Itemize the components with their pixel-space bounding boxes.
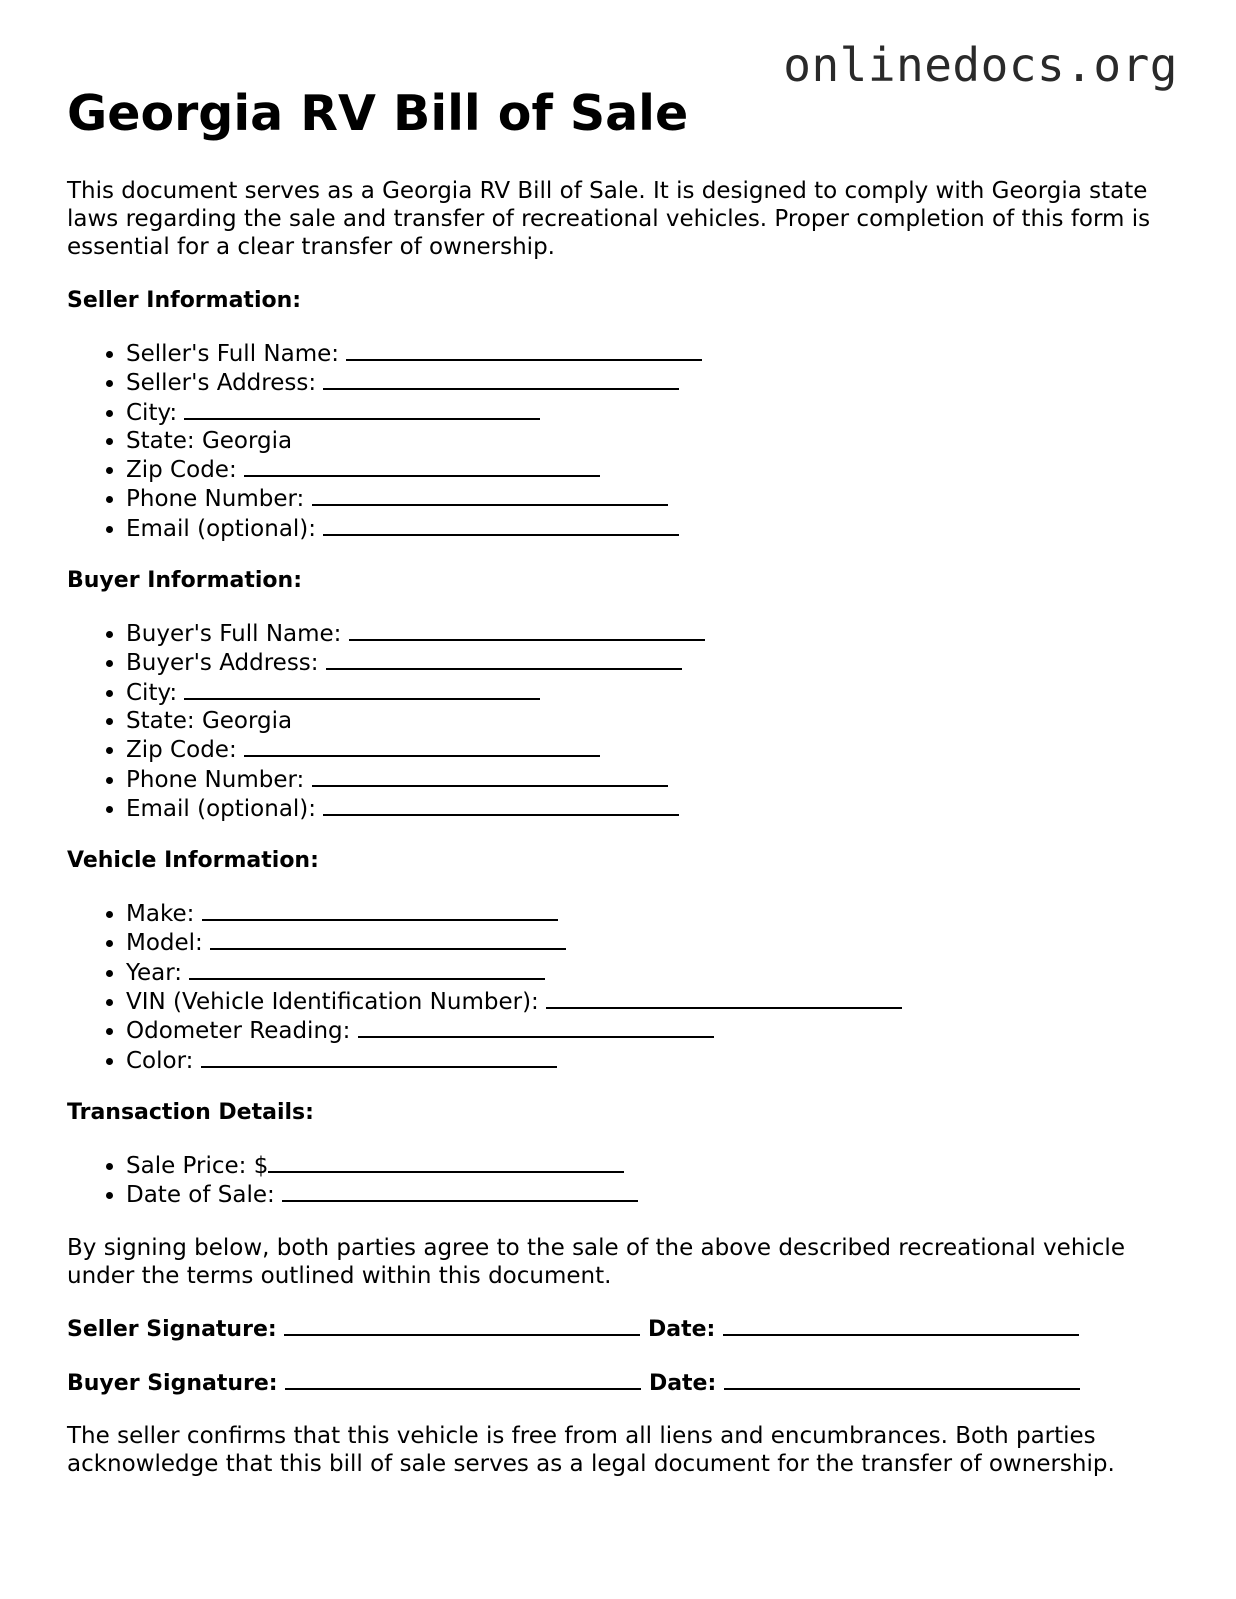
intro-paragraph: This document serves as a Georgia RV Bill of Sale. It is designed to comply with Georgia state laws regarding the sale and transfer of recreational vehicles. Proper completion of this form is essential for a clear transfer of ownership. [67, 178, 1151, 260]
buyer-date-label: Date: [648, 1370, 717, 1396]
sale-price-label: Sale Price: $ [126, 1152, 269, 1179]
vehicle-model-field[interactable] [210, 928, 566, 950]
buyer-phone-label: Phone Number: [126, 766, 305, 793]
seller-email-field[interactable] [323, 514, 679, 536]
list-item [126, 987, 1177, 1016]
buyer-email-label: Email (optional): [126, 795, 317, 822]
date-of-sale-label: Date of Sale: [126, 1182, 275, 1209]
seller-zip-field[interactable] [244, 455, 600, 477]
list-item [126, 765, 1177, 794]
list-item [126, 928, 1177, 957]
list-item [126, 368, 1177, 397]
seller-phone-label: Phone Number: [126, 486, 305, 513]
vehicle-make-label: Make: [126, 901, 195, 928]
seller-full-name-label: Seller's Full Name: [126, 341, 339, 367]
seller-signature-field[interactable] [284, 1314, 640, 1336]
buyer-phone-field[interactable] [312, 765, 668, 787]
vehicle-vin-label: VIN (Vehicle Identification Number): [126, 989, 539, 1016]
date-of-sale-field[interactable] [282, 1180, 638, 1202]
buyer-section-heading: Buyer Information: [67, 568, 302, 594]
seller-fields-list [67, 339, 1177, 543]
vehicle-year-field[interactable] [189, 958, 545, 980]
buyer-email-field[interactable] [323, 794, 679, 816]
buyer-city-field[interactable] [184, 678, 540, 700]
list-item [126, 678, 1177, 707]
list-item [126, 427, 1177, 455]
buyer-fields-list [67, 619, 1177, 823]
seller-city-field[interactable] [184, 398, 540, 420]
list-item [126, 899, 1177, 928]
list-item [126, 735, 1177, 764]
page-title: Georgia RV Bill of Sale [67, 85, 689, 142]
vehicle-year-label: Year: [126, 959, 183, 986]
seller-email-label: Email (optional): [126, 515, 317, 542]
list-item [126, 648, 1177, 677]
vehicle-section-heading: Vehicle Information: [67, 848, 319, 874]
list-item [126, 398, 1177, 427]
vehicle-make-field[interactable] [202, 899, 558, 921]
list-item [126, 514, 1177, 543]
seller-city-label: City: [126, 399, 178, 426]
seller-address-field[interactable] [323, 368, 679, 390]
buyer-signature-field[interactable] [285, 1368, 641, 1390]
seller-full-name-field[interactable] [346, 339, 702, 361]
seller-signature-row [67, 1314, 1177, 1344]
list-item [126, 794, 1177, 823]
vehicle-color-field[interactable] [201, 1046, 557, 1068]
buyer-signature-row [67, 1368, 1177, 1398]
closing-paragraph: The seller confirms that this vehicle is free from all liens and encumbrances. Both parties acknowledge that this bill of sale serves as a legal document for the transfer of ownership. [67, 1422, 1115, 1477]
vehicle-color-label: Color: [126, 1047, 194, 1074]
seller-phone-field[interactable] [312, 484, 668, 506]
vehicle-odometer-field[interactable] [358, 1016, 714, 1038]
list-item [126, 958, 1177, 987]
seller-signature-label: Seller Signature: [67, 1316, 277, 1342]
buyer-full-name-field[interactable] [349, 619, 705, 641]
buyer-zip-field[interactable] [244, 735, 600, 757]
buyer-city-label: City: [126, 679, 178, 706]
transaction-section-heading: Transaction Details: [67, 1099, 314, 1125]
seller-zip-label: Zip Code: [126, 457, 237, 484]
list-item [126, 1046, 1177, 1075]
list-item [126, 619, 1177, 648]
list-item [126, 455, 1177, 484]
watermark-text: onlinedocs.org [783, 38, 1178, 92]
buyer-zip-label: Zip Code: [126, 737, 237, 764]
list-item [126, 707, 1177, 735]
agreement-paragraph: By signing below, both parties agree to the sale of the above described recreational vehicle under the terms outlined within this document. [67, 1234, 1125, 1289]
list-item [126, 339, 1177, 368]
vehicle-odometer-label: Odometer Reading: [126, 1018, 351, 1045]
vehicle-model-label: Model: [126, 930, 203, 957]
list-item [126, 484, 1177, 513]
list-item [126, 1016, 1177, 1045]
vehicle-vin-field[interactable] [546, 987, 902, 1009]
transaction-fields-list [67, 1151, 1177, 1210]
buyer-address-label: Buyer's Address: [126, 650, 319, 677]
sale-price-field[interactable] [268, 1151, 624, 1173]
buyer-state-label: State: Georgia [126, 707, 293, 734]
buyer-date-field[interactable] [724, 1368, 1080, 1390]
list-item [126, 1151, 1177, 1180]
seller-date-label: Date: [648, 1316, 716, 1342]
list-item [126, 1180, 1177, 1209]
seller-date-field[interactable] [723, 1314, 1079, 1336]
seller-section-heading: Seller Information: [67, 288, 302, 313]
seller-state-label: State: Georgia [126, 427, 293, 454]
buyer-full-name-label: Buyer's Full Name: [126, 621, 342, 648]
seller-address-label: Seller's Address: [126, 370, 317, 397]
vehicle-fields-list [67, 899, 1177, 1075]
buyer-signature-label: Buyer Signature: [67, 1370, 278, 1396]
buyer-address-field[interactable] [326, 648, 682, 670]
document-page [67, 84, 1177, 1478]
